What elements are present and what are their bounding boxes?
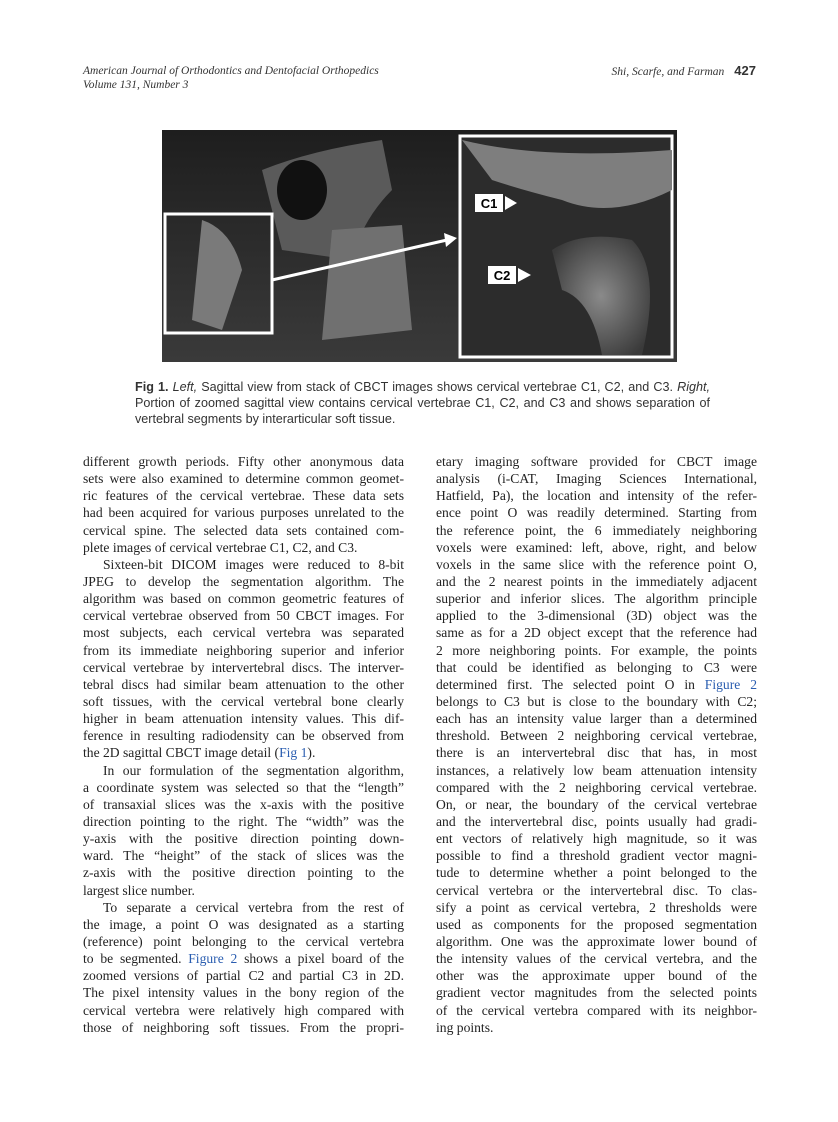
text-line-content: plete images of cervical vertebrae C1, C2, and C3.	[83, 539, 358, 555]
text-line-content: a coordinate system was selected so that the “length”	[83, 779, 404, 795]
text-line-content: etary imaging software provided for CBCT image	[436, 454, 757, 469]
text-line-content: ).	[307, 745, 316, 761]
text-line-content: the 2D sagittal CBCT image detail (	[83, 745, 280, 761]
text-line-content: of the cervical vertebra compared with its neighbor-	[436, 1002, 757, 1018]
text-line-content: other was the approximate upper bound of the	[436, 968, 757, 984]
text-line	[83, 727, 404, 744]
text-line	[436, 796, 757, 813]
text-line-content: sets were also examined to determine common geomet-	[83, 471, 404, 487]
text-line	[436, 539, 757, 556]
text-line	[83, 1019, 404, 1036]
text-line	[436, 676, 757, 693]
text-line	[83, 882, 404, 899]
text-line-content: cervical vertebra were relatively high compared with	[83, 1002, 404, 1018]
text-line	[83, 830, 404, 847]
caption-figure-label: Fig 1.	[135, 380, 169, 394]
text-line	[83, 1002, 404, 1019]
text-line	[436, 487, 757, 504]
text-line-content: analysis (i-CAT, Imaging Sciences International,	[436, 471, 757, 487]
text-line-content: of transaxial slices was the x-axis with the positive	[83, 796, 404, 812]
text-line	[436, 573, 757, 590]
text-line	[436, 882, 757, 899]
text-line-content: ent vectors of relatively high magnitude, so it was	[436, 831, 757, 847]
text-line	[83, 864, 404, 881]
text-line	[83, 624, 404, 641]
text-line-content: The pixel intensity values in the bony region of the	[83, 985, 404, 1001]
body-column-right	[436, 453, 757, 1036]
text-line	[436, 830, 757, 847]
text-line-content: the image, a point O was designated as a starting	[83, 916, 404, 932]
text-line	[83, 847, 404, 864]
journal-volume: Volume 131, Number 3	[83, 79, 189, 91]
text-line	[83, 813, 404, 830]
text-line-content: different growth periods. Fifty other anonymous data	[83, 454, 404, 469]
text-line	[436, 762, 757, 779]
c2-label: C2	[493, 268, 511, 283]
running-header-left	[83, 64, 379, 92]
text-line-content: that could be identified as belonging to C3 were	[436, 659, 757, 675]
text-line-content: ing points.	[436, 1019, 494, 1035]
text-line-content: determined first. The selected point O in	[436, 676, 705, 692]
text-line	[83, 504, 404, 521]
text-line	[436, 779, 757, 796]
text-line-content: the reference point, the 6 immediately neighboring	[436, 522, 757, 538]
figure-reference-link[interactable]: Figure 2	[704, 676, 757, 692]
text-line-content: instances, a relatively low beam attenuation intensity	[436, 762, 757, 778]
text-line-content: cervical vertebrae by intervertebral discs. The interver-	[83, 659, 404, 675]
text-line-content: algorithm. One was the approximate lower bound of	[436, 933, 757, 949]
text-line-content: ric features of the cervical vertebrae. These data sets	[83, 488, 404, 504]
text-line-content: there is an intervertebral disc that has, in most	[436, 745, 757, 761]
text-line-content: cervical vertebrae observed from 50 CBCT images. For	[83, 608, 404, 624]
caption-left-text: Sagittal view from stack of CBCT images shows cervical vertebrae C1, C2, and C3.	[197, 380, 673, 394]
text-line	[83, 984, 404, 1001]
journal-title: American Journal of Orthodontics and Dentofacial Orthopedics	[83, 65, 379, 77]
text-line-content: used as components for the proposed segmentation	[436, 916, 757, 932]
text-line	[436, 590, 757, 607]
text-line-content: applied to the 3-dimensional (3D) object was the	[436, 608, 757, 624]
text-line-content: z-axis with the positive direction pointing to the	[83, 865, 404, 881]
cbct-sagittal-figure	[162, 130, 677, 362]
figure-reference-link[interactable]: Figure 2	[188, 951, 238, 967]
text-line	[83, 710, 404, 727]
text-line-content: tebral discs had similar beam attenuation to the other	[83, 676, 404, 692]
authors: Shi, Scarfe, and Farman	[611, 66, 725, 78]
text-line	[436, 744, 757, 761]
text-line	[83, 607, 404, 624]
text-line	[436, 642, 757, 659]
text-line-content: shows a pixel board of the	[237, 951, 405, 967]
text-line	[83, 487, 404, 504]
text-line-content: from its immediate neighboring superior and inferior	[83, 642, 404, 658]
text-line	[436, 470, 757, 487]
text-line-content: ward. The “height” of the stack of slices was the	[83, 848, 404, 864]
text-line-content: On, or near, the boundary of the cervical vertebrae	[436, 796, 757, 812]
text-line	[83, 796, 404, 813]
text-line	[83, 522, 404, 539]
text-line-content: Sixteen-bit DICOM images were reduced to 8-bit	[103, 556, 404, 572]
text-line-content: voxels were examined: left, above, right, and below	[436, 539, 757, 555]
text-line-content: ference in resulting radiodensity can be observed from	[83, 728, 404, 744]
text-line-content: the intensity values of the cervical vertebra, and the	[436, 951, 757, 967]
text-line	[436, 1019, 757, 1036]
text-line-content: most subjects, each cervical vertebra was separated	[83, 625, 404, 641]
text-line-content: same as for a 2D object except that the reference had	[436, 625, 757, 641]
text-line	[83, 693, 404, 710]
text-line	[83, 539, 404, 556]
text-line-content: voxels in the same slice with the reference point O,	[436, 556, 757, 572]
text-line-content: To separate a cervical vertebra from the rest of	[103, 899, 404, 915]
text-line	[436, 693, 757, 710]
text-line-content: each has an intensity value larger than a determined	[436, 711, 757, 727]
text-line	[436, 899, 757, 916]
text-line	[83, 642, 404, 659]
text-line-content: higher in beam attenuation intensity values. This dif-	[83, 711, 404, 727]
text-line	[83, 779, 404, 796]
text-line-content: 2 more neighboring points. For example, the points	[436, 642, 757, 658]
text-line-content: direction pointing to the right. The “width” was the	[83, 813, 404, 829]
text-line-content: Hatfield, Pa), the location and intensity of the refer-	[436, 488, 757, 504]
airway	[277, 160, 327, 220]
text-line-content: possible to find a threshold gradient vector magni-	[436, 848, 757, 864]
text-line	[436, 847, 757, 864]
text-line-content: algorithm was based on common geometric features of	[83, 591, 404, 607]
text-line	[436, 659, 757, 676]
text-line	[83, 470, 404, 487]
text-line	[436, 556, 757, 573]
text-line-content: zoomed versions of partial C2 and partial C3 in 2D.	[83, 968, 404, 984]
figure-reference-link[interactable]: Fig 1	[279, 745, 308, 761]
text-line-content: threshold. Between 2 neighboring cervical vertebrae,	[436, 728, 757, 744]
text-line	[436, 727, 757, 744]
text-line-content: y-axis with the positive direction pointing down-	[83, 831, 404, 847]
text-line-content: soft tissues, with the cervical vertebral bone clearly	[83, 693, 404, 709]
text-line	[83, 556, 404, 573]
text-line-content: compared with the 2 neighboring cervical vertebrae.	[436, 779, 757, 795]
text-line	[83, 676, 404, 693]
c1-label: C1	[480, 196, 498, 211]
text-line	[436, 1002, 757, 1019]
figure-1-cbct-image	[162, 130, 677, 362]
figure-caption	[135, 379, 710, 427]
text-line	[83, 744, 404, 761]
text-line-content: JPEG to develop the segmentation algorithm. The	[83, 573, 404, 589]
text-line	[436, 864, 757, 881]
text-line	[436, 916, 757, 933]
text-line-content: (reference) point belonging to the cervical vertebra	[83, 933, 404, 949]
text-line-content: In our formulation of the segmentation algorithm,	[103, 762, 404, 778]
text-line-content: sify a point as cervical vertebra, 2 thresholds were	[436, 899, 757, 915]
text-line-content: and the intervertebral disc, points usually had gradi-	[436, 813, 757, 829]
teeth-region	[322, 225, 412, 340]
caption-right-text: Portion of zoomed sagittal view contains cervical vertebrae C1, C2, and C3 and shows separation of vertebral segments by interarticular soft tissue.	[135, 396, 710, 426]
text-line-content: superior and inferior slices. The algorithm principle	[436, 591, 757, 607]
text-line	[83, 967, 404, 984]
text-line	[436, 967, 757, 984]
text-line	[436, 624, 757, 641]
text-line	[436, 710, 757, 727]
text-line	[83, 762, 404, 779]
text-line-content: had been acquired for various purposes unrelated to the	[83, 505, 404, 521]
text-line	[83, 573, 404, 590]
text-line-content: belongs to C3 but is close to the boundary with C2;	[436, 693, 757, 709]
page-number: 427	[734, 63, 756, 78]
text-line	[436, 522, 757, 539]
text-line-content: cervical spine. The selected data sets contained com-	[83, 522, 404, 538]
text-line	[83, 453, 404, 470]
text-line-content: cervical vertebra or the intervertebral disc. To clas-	[436, 882, 757, 898]
text-line	[436, 984, 757, 1001]
text-line-content: those of neighboring soft tissues. From the propri-	[83, 1019, 404, 1035]
text-line	[83, 933, 404, 950]
text-line	[83, 950, 404, 967]
text-line-content: tude to determine whether a point belonged to the	[436, 865, 757, 881]
text-line	[436, 813, 757, 830]
text-line	[436, 504, 757, 521]
text-line-content: gradient vector magnitudes from the selected points	[436, 985, 757, 1001]
caption-right-word: Right,	[677, 380, 710, 394]
text-line	[83, 659, 404, 676]
body-column-left	[83, 453, 404, 1036]
text-line-content: to be segmented.	[83, 951, 189, 967]
caption-left-word: Left,	[172, 380, 198, 394]
text-line-content: ence point O was readily determined. Starting from	[436, 505, 757, 521]
text-line-content: largest slice number.	[83, 882, 195, 898]
text-line	[436, 933, 757, 950]
text-line	[83, 590, 404, 607]
text-line	[436, 453, 757, 470]
text-line	[436, 607, 757, 624]
running-header-right	[612, 64, 756, 79]
text-line	[83, 899, 404, 916]
text-line	[83, 916, 404, 933]
text-line	[436, 950, 757, 967]
text-line-content: and the 2 nearest points in the immediately adjacent	[436, 573, 757, 589]
